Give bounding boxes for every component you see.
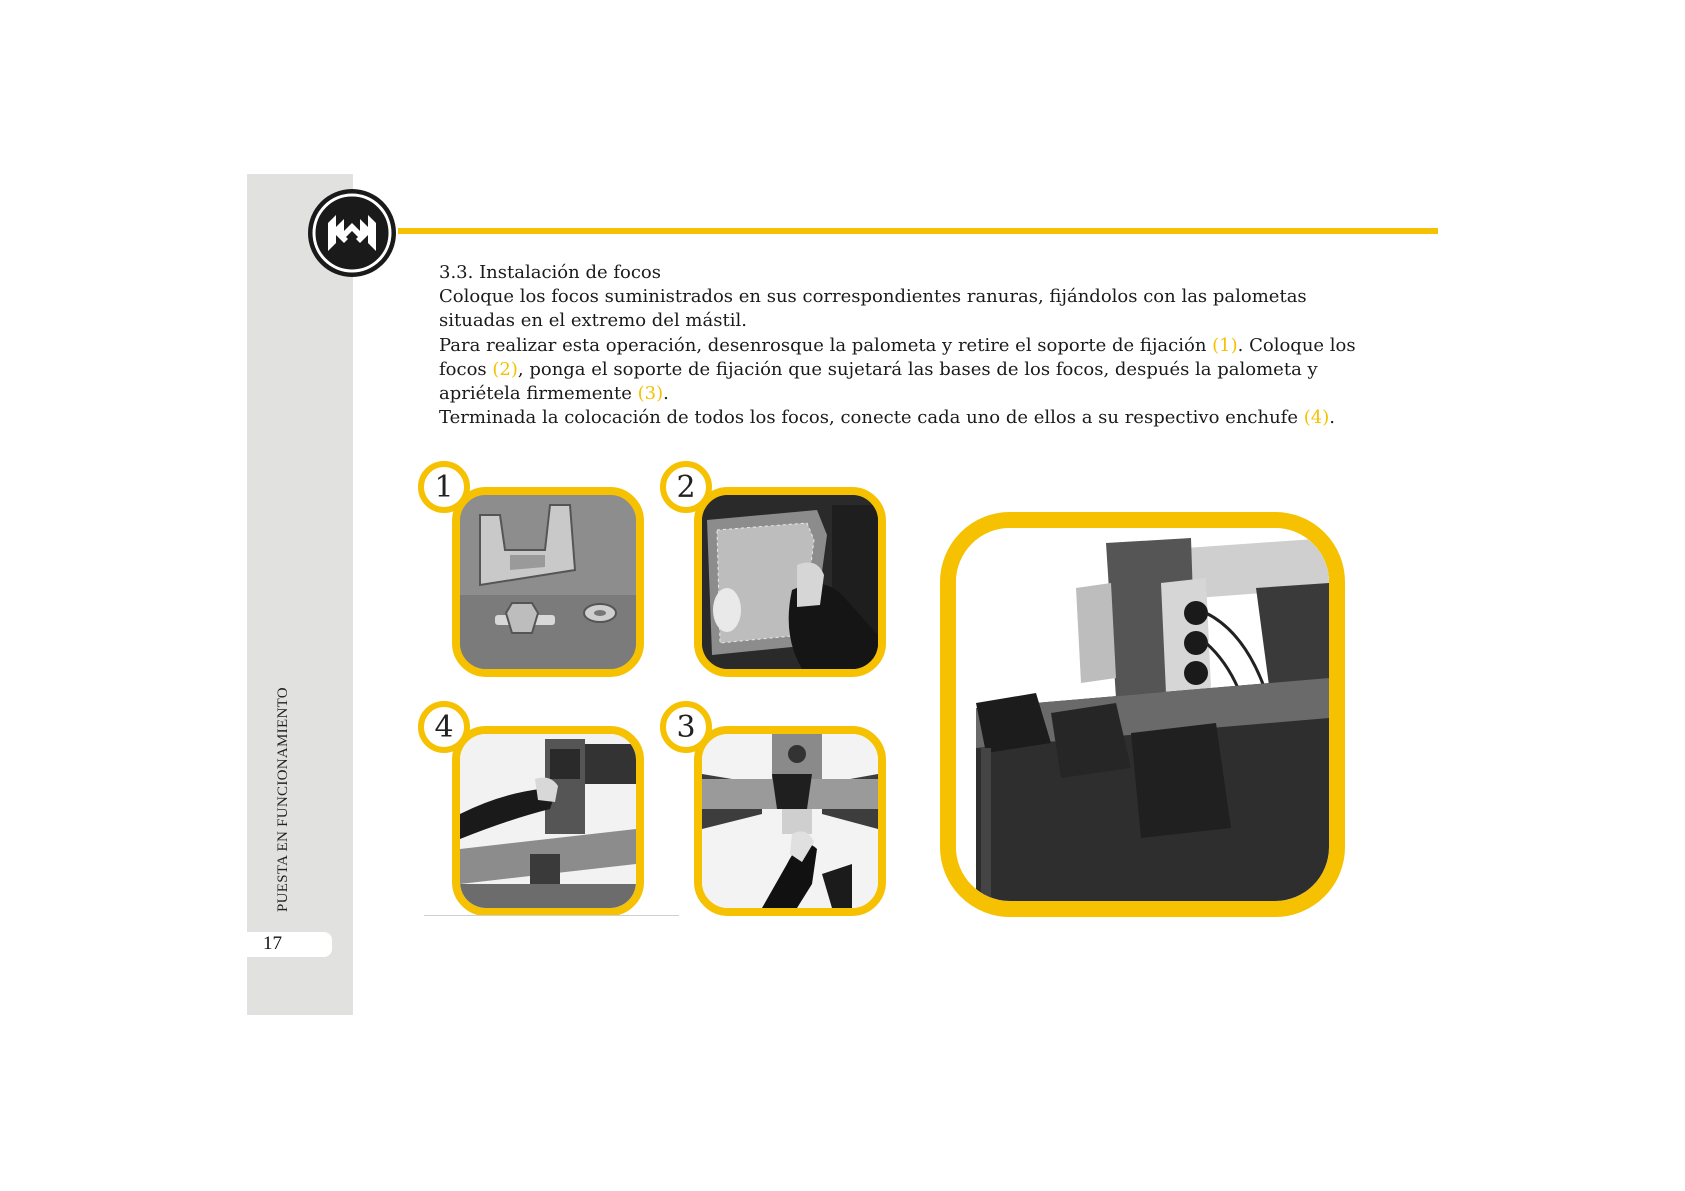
ref-2: (2)	[492, 358, 518, 380]
paragraph-1: Coloque los focos suministrados en sus correspondientes ranuras, fijándolos con las palometas situadas en el extremo del mástil.	[439, 286, 1307, 332]
paragraph-3-text: Terminada la colocación de todos los focos, conecte cada uno de ellos a su respectivo enchufe	[439, 407, 1304, 429]
paragraph-2-text: .	[663, 383, 669, 405]
section-heading: 3.3. Instalación de focos	[439, 262, 662, 283]
step-badge-3: 3	[660, 701, 712, 753]
paragraph-2	[439, 334, 1369, 407]
ref-4: (4)	[1303, 407, 1330, 429]
page-number-box	[247, 932, 332, 957]
paragraph-2-text: Para realizar esta operación, desenrosque la palometa y retire el soporte de fijación	[439, 334, 1213, 356]
step-badge-2: 2	[660, 461, 712, 513]
step-badge-4: 4	[418, 701, 470, 753]
paragraph-2-text: . Coloque los focos	[439, 334, 1356, 380]
ref-1: (1)	[1212, 334, 1238, 356]
photo-step-1	[452, 487, 644, 677]
photo-machine-overview	[940, 512, 1345, 917]
header-rule	[398, 228, 1438, 234]
sidebar-band	[247, 174, 353, 1015]
ref-3: (3)	[637, 383, 664, 405]
step-badge-1: 1	[418, 461, 470, 513]
photo-step-2	[694, 487, 886, 677]
paragraph-3	[439, 406, 1369, 430]
photo-step-3	[694, 726, 886, 916]
brand-logo-icon	[306, 187, 398, 279]
photo-step-4	[452, 726, 644, 916]
section-text	[439, 261, 1369, 430]
page-number: 17	[263, 933, 282, 954]
section-side-label: PUESTA EN FUNCIONAMIENTO	[275, 687, 291, 912]
paragraph-3-text: .	[1329, 407, 1335, 429]
paragraph-2-text: , ponga el soporte de fijación que sujetará las bases de los focos, después la palometa y apriételа firmemente	[439, 358, 1318, 405]
figure-baseline	[424, 915, 679, 916]
